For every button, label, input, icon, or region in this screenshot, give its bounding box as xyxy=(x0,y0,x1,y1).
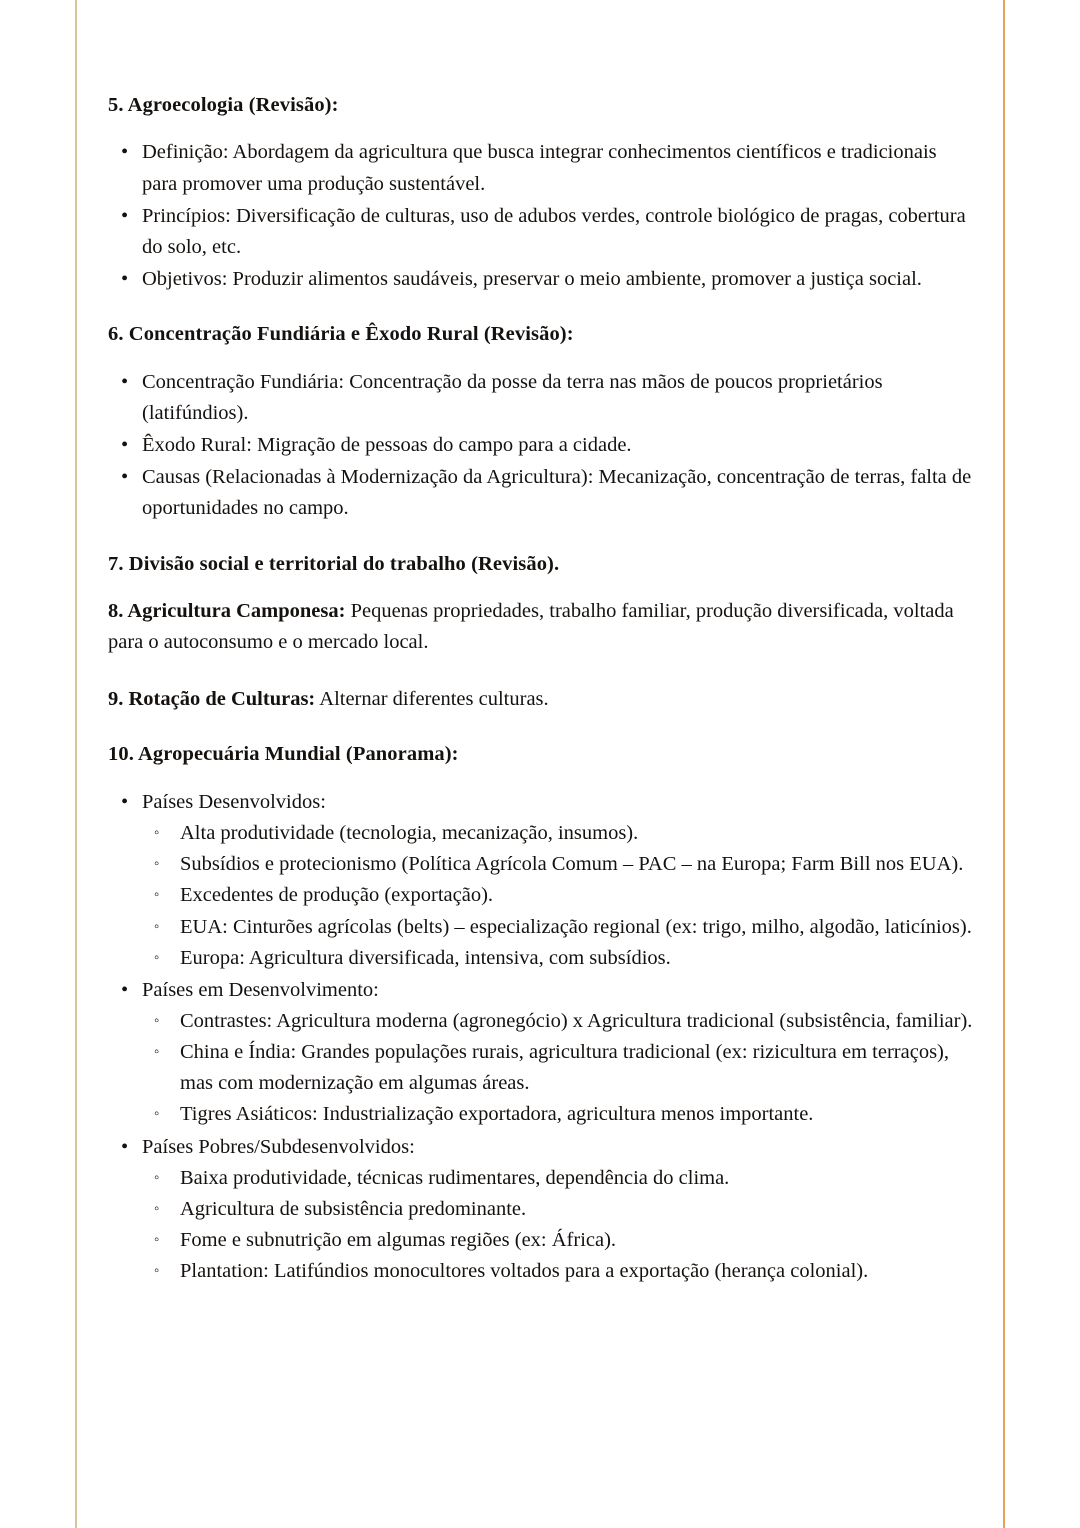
bullet-icon: • xyxy=(121,204,129,227)
sublist-item-text: EUA: Cinturões agrícolas (belts) – especialização regional (ex: trigo, milho, algodão, laticínios). xyxy=(180,915,972,938)
sublist-item-text: Tigres Asiáticos: Industrialização exportadora, agricultura menos importante. xyxy=(180,1103,814,1126)
circle-bullet-icon: ◦ xyxy=(154,1169,160,1186)
sublist-item-text: Europa: Agricultura diversificada, intensiva, com subsídios. xyxy=(180,946,671,969)
section-6-list xyxy=(108,367,976,525)
section-5-list xyxy=(108,137,976,295)
list-item-group xyxy=(108,787,976,974)
list-item-group xyxy=(108,975,976,1131)
circle-bullet-icon: ◦ xyxy=(154,887,160,904)
sublist-item-text: China e Índia: Grandes populações rurais, agricultura tradicional (ex: rizicultura em terraços), mas com modernização em algumas áreas. xyxy=(180,1041,950,1095)
list-item-text: Objetivos: Produzir alimentos saudáveis, preservar o meio ambiente, promover a justiça social. xyxy=(142,268,922,291)
page-border-right xyxy=(1003,0,1005,1528)
list-item xyxy=(108,430,976,461)
list-item-text: Êxodo Rural: Migração de pessoas do campo para a cidade. xyxy=(142,434,632,457)
sublist-item-text: Baixa produtividade, técnicas rudimentares, dependência do clima. xyxy=(180,1166,730,1189)
group-label: Países em Desenvolvimento: xyxy=(142,978,379,1001)
sublist xyxy=(142,1163,976,1288)
document-body xyxy=(108,92,976,1313)
sublist xyxy=(142,1006,976,1131)
sublist-item-text: Subsídios e protecionismo (Política Agrícola Comum – PAC – na Europa; Farm Bill nos EUA). xyxy=(180,853,964,876)
circle-bullet-icon: ◦ xyxy=(154,1013,160,1029)
bullet-icon: • xyxy=(121,268,129,291)
list-item-group xyxy=(108,1132,976,1288)
section-10-list xyxy=(108,787,976,1288)
section-paragraph-9 xyxy=(108,684,976,715)
sublist-item xyxy=(142,818,976,849)
bullet-icon: • xyxy=(121,370,129,393)
group-label: Países Desenvolvidos: xyxy=(142,790,326,813)
list-item-text: Princípios: Diversificação de culturas, uso de adubos verdes, controle biológico de pragas, cobertura do solo, etc. xyxy=(142,204,966,258)
list-item-text: Causas (Relacionadas à Modernização da Agricultura): Mecanização, concentração de terras, falta de oportunidades no campo. xyxy=(142,466,972,520)
section-8-body: Pequenas propriedades, trabalho familiar, produção diversificada, voltada para o autoconsumo e o mercado local. xyxy=(108,599,954,654)
circle-bullet-icon: ◦ xyxy=(154,1200,160,1217)
sublist-item-text: Contrastes: Agricultura moderna (agronegócio) x Agricultura tradicional (subsistência, familiar). xyxy=(180,1010,973,1032)
sublist-item xyxy=(142,1163,976,1194)
circle-bullet-icon: ◦ xyxy=(154,1044,160,1061)
section-heading-10: 10. Agropecuária Mundial (Panorama): xyxy=(108,743,459,766)
list-item xyxy=(108,264,976,295)
list-item xyxy=(108,367,976,429)
bullet-icon: • xyxy=(121,434,129,457)
circle-bullet-icon: ◦ xyxy=(154,949,160,966)
group-label: Países Pobres/Subdesenvolvidos: xyxy=(142,1135,415,1158)
sublist-item xyxy=(142,880,976,911)
sublist-item-text: Excedentes de produção (exportação). xyxy=(180,884,494,907)
list-item xyxy=(108,137,976,199)
section-heading-7: 7. Divisão social e territorial do trabalho (Revisão). xyxy=(108,552,560,575)
circle-bullet-icon: ◦ xyxy=(154,918,160,935)
section-9-body: Alternar diferentes culturas. xyxy=(315,688,549,711)
sublist-item xyxy=(142,1194,976,1225)
sublist-item xyxy=(142,1037,976,1099)
sublist-item-text: Alta produtividade (tecnologia, mecanização, insumos). xyxy=(180,822,639,845)
sublist xyxy=(142,818,976,974)
circle-bullet-icon: ◦ xyxy=(154,1232,160,1249)
section-heading-5: 5. Agroecologia (Revisão): xyxy=(108,94,339,116)
sublist-item-text: Plantation: Latifúndios monocultores voltados para a exportação (herança colonial). xyxy=(180,1260,869,1283)
circle-bullet-icon: ◦ xyxy=(154,825,160,842)
sublist-item xyxy=(142,849,976,880)
circle-bullet-icon: ◦ xyxy=(154,856,160,873)
sublist-item xyxy=(142,943,976,974)
list-item-text: Concentração Fundiária: Concentração da posse da terra nas mãos de poucos proprietários (latifúndios). xyxy=(142,370,883,424)
section-heading-6: 6. Concentração Fundiária e Êxodo Rural (Revisão): xyxy=(108,323,574,346)
list-item xyxy=(108,462,976,524)
bullet-icon: • xyxy=(121,978,129,1001)
sublist-item xyxy=(142,1256,976,1287)
list-item-text: Definição: Abordagem da agricultura que busca integrar conhecimentos científicos e tradicionais para promover uma produção sustentável. xyxy=(142,141,937,195)
circle-bullet-icon: ◦ xyxy=(154,1263,160,1280)
section-paragraph-8 xyxy=(108,596,976,658)
list-item xyxy=(108,201,976,263)
sublist-item-text: Agricultura de subsistência predominante. xyxy=(180,1197,527,1220)
page-border-left xyxy=(75,0,77,1528)
section-8-lead: 8. Agricultura Camponesa: xyxy=(108,599,346,622)
bullet-icon: • xyxy=(121,790,129,813)
sublist-item xyxy=(142,912,976,943)
sublist-item xyxy=(142,1225,976,1256)
sublist-item xyxy=(142,1099,976,1130)
circle-bullet-icon: ◦ xyxy=(154,1106,160,1123)
bullet-icon: • xyxy=(121,1135,129,1158)
bullet-icon: • xyxy=(121,466,129,489)
sublist-item-text: Fome e subnutrição em algumas regiões (ex: África). xyxy=(180,1229,617,1252)
section-9-lead: 9. Rotação de Culturas: xyxy=(108,688,316,711)
bullet-icon: • xyxy=(121,141,129,164)
sublist-item xyxy=(142,1006,976,1037)
